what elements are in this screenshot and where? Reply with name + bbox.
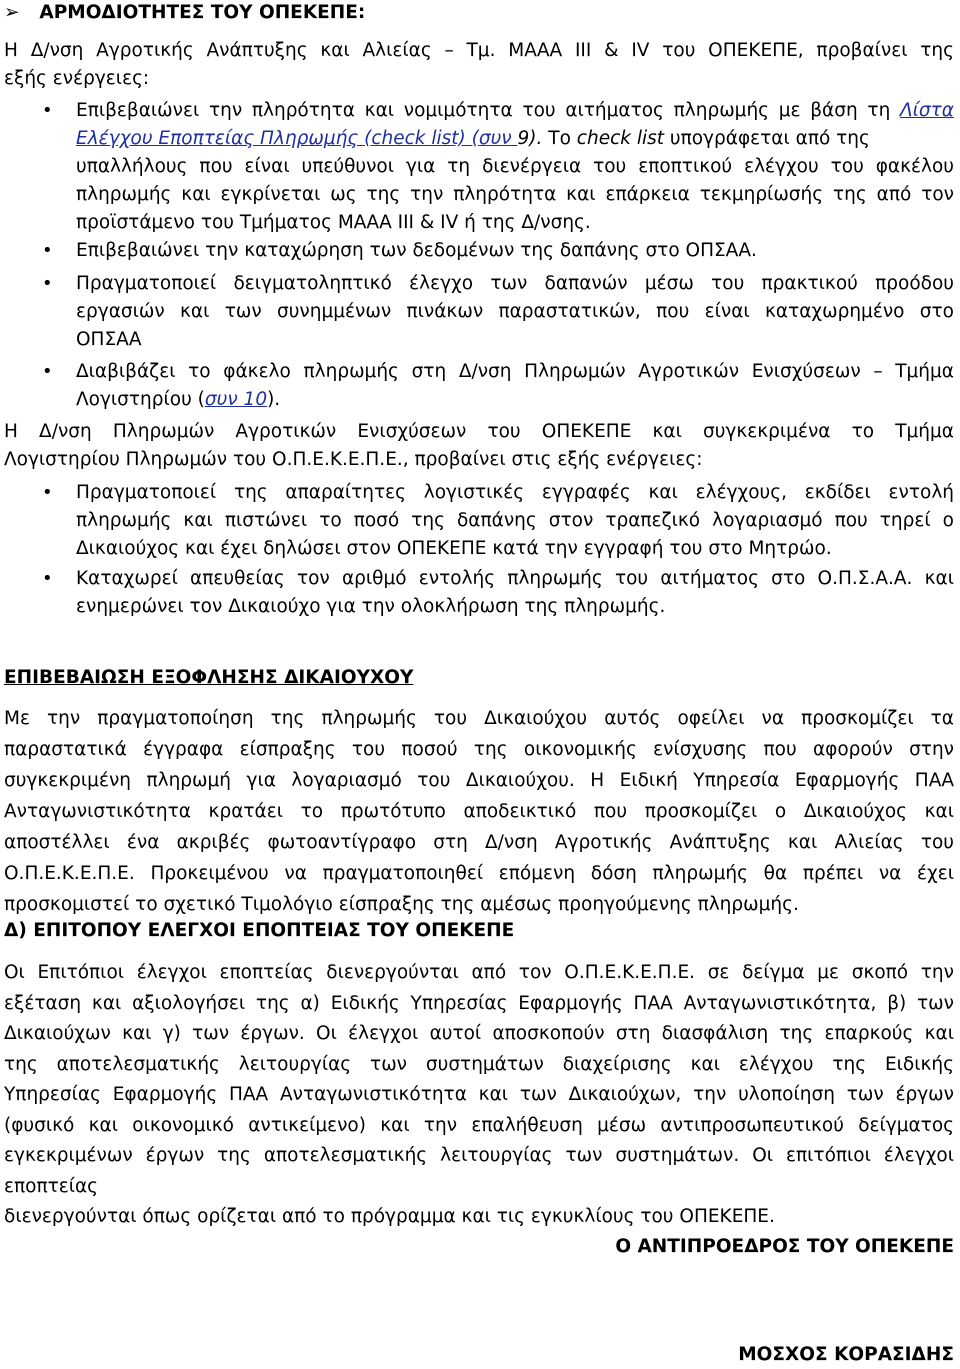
section1-intro: [4, 37, 954, 93]
section1-title: ΑΡΜΟΔΙΟΤΗΤΕΣ ΤΟΥ ΟΠΕΚΕΠΕ:: [39, 2, 366, 23]
bullet-dot-icon: •: [42, 240, 53, 261]
annex-9-link[interactable]: συν: [478, 128, 518, 149]
b1-line-3: υπαλλήλους που είναι υπεύθυνοι για τη διενέργεια του εποπτικού ελέγχου του φακέλου: [76, 156, 954, 177]
b4-text: Λογιστηρίου (: [76, 389, 205, 410]
s3-line-2: εξέταση και αξιολογήσει της α) Ειδικής Υπηρεσίας Εφαρμογής ΠΑΑ Ανταγωνιστικότητα, β) των: [4, 992, 954, 1014]
checklist-link[interactable]: Ελέγχου Εποπτείας Πληρωμής (check list) (: [76, 128, 479, 149]
bullet-dot-icon: •: [42, 100, 53, 121]
b3-line-1: Πραγματοποιεί δειγματοληπτικό έλεγχο των δαπανών μέσω του πρακτικού προόδου: [76, 273, 954, 294]
s3-line-4: της αποτελεσματικής λειτουργίας των συστημάτων διαχείρισης και ελέγχου της Ειδικής: [4, 1053, 954, 1075]
b4-line-2: [76, 386, 954, 414]
annex-10-link[interactable]: συν 10: [204, 389, 268, 410]
s3-line-8: διενεργούνται όπως ορίζεται από το πρόγραμμα και τις εγκυκλίους του ΟΠΕΚΕΠΕ.: [4, 1206, 775, 1227]
b1-line-5: προϊστάμενο του Τμήματος ΜΑΑΑ ΙΙΙ & ΙV ή της Δ/νσης.: [76, 212, 591, 233]
b6-line-1: Καταχωρεί απευθείας τον αριθμό εντολής πληρωμής του αιτήματος στο Ο.Π.Σ.Α.Α. και: [76, 568, 954, 589]
b3-line-2: εργασιών και των συνημμένων πινάκων παραστατικών, που είναι καταχωρημένο στο: [76, 301, 954, 322]
b6-line-2: ενημερώνει τον Δικαιούχο για την ολοκλήρωση της πληρωμής.: [76, 596, 666, 617]
b5-line-2: πληρωμής και πιστώνει το ποσό της δαπάνης στον τραπεζικό λογαριασμό που τηρεί ο: [76, 510, 954, 531]
b4-line-1: Διαβιβάζει το φάκελο πληρωμής στη Δ/νση Πληρωμών Αγροτικών Ενισχύσεων – Τμήμα: [76, 361, 954, 382]
s3-line-1: Οι Επιτόπιοι έλεγχοι εποπτείας διενεργούνται από τον Ο.Π.Ε.Κ.Ε.Π.Ε. σε δείγμα με σκοπό την: [4, 962, 954, 983]
s2-line-5: αποστέλλει ένα ακριβές φωτοαντίγραφο στη Δ/νση Αγροτικής Ανάπτυξης και Αλιείας του: [4, 832, 954, 853]
signature-role: Ο ΑΝΤΙΠΡΟΕΔΡΟΣ ΤΟΥ ΟΠΕΚΕΠΕ: [615, 1236, 954, 1257]
section3-paragraph: [4, 958, 954, 1233]
signature-name: ΜΟΣΧΟΣ ΚΟΡΑΣΙΔΗΣ: [738, 1344, 954, 1365]
section3-title: Δ) ΕΠΙΤΟΠΟΥ ΕΛΕΓΧΟΙ ΕΠΟΠΤΕΙΑΣ ΤΟΥ ΟΠΕΚΕΠΕ: [4, 920, 515, 941]
b4-close: ).: [267, 389, 281, 410]
para2-line-2: Λογιστηρίου Πληρωμών του Ο.Π.Ε.Κ.Ε.Π.Ε., προβαίνει στις εξής ενέργειες:: [4, 449, 703, 470]
bullet-dot-icon: •: [42, 482, 53, 503]
s2-line-4: Ανταγωνιστικότητα κρατάει το πρωτότυπο αποδεικτικό που προσκομίζει ο Δικαιούχος και: [4, 801, 954, 822]
s3-line-6: (φυσικό και οικονομικό αντικείμενο) και την επαλήθευση μέσω αντιπροσωπευτικού δείγματος: [4, 1114, 954, 1136]
s3-line-5: Υπηρεσίας Εφαρμογής ΠΑΑ Ανταγωνιστικότητα και των Δικαιούχων, την υλοποίηση των έργων: [4, 1084, 954, 1105]
b1-line-2: [76, 125, 954, 153]
s2-line-3: συγκεκριμένη πληρωμή για λογαριασμό του Δικαιούχου. Η Ειδική Υπηρεσία Εφαρμογής ΠΑΑ: [4, 770, 954, 791]
section2-paragraph: [4, 703, 954, 920]
section2-title: ΕΠΙΒΕΒΑΙΩΣΗ ΕΞΟΦΛΗΣΗΣ ΔΙΚΑΙΟΥΧΟΥ: [4, 667, 414, 688]
para2-line-1: Η Δ/νση Πληρωμών Αγροτικών Ενισχύσεων του ΟΠΕΚΕΠΕ και συγκεκριμένα το Τμήμα: [4, 421, 954, 442]
s2-line-7: προσκομιστεί το σχετικό Τιμολόγιο είσπραξης της αμέσως προηγούμενης πληρωμής.: [4, 894, 799, 915]
b1-text-to: Το: [542, 128, 577, 149]
bullet-dot-icon: •: [42, 568, 53, 589]
b5-line-3: Δικαιούχος και έχει δηλώσει στον ΟΠΕΚΕΠΕ κατά την εγγραφή του στο Μητρώο.: [76, 538, 832, 559]
s2-line-6: Ο.Π.Ε.Κ.Ε.Π.Ε. Προκειμένου να πραγματοποιηθεί επόμενη δόση πληρωμής θα πρέπει να έχει: [4, 863, 954, 884]
payments-paragraph: [4, 418, 954, 474]
s3-line-7: εγκεκριμένων έργων της αποτελεσματικής λειτουργίας των συστημάτων. Οι επιτόπιοι έλεγχοι εποπτείας: [4, 1145, 954, 1197]
b1-line-4: πληρωμής και εγκρίνεται ως της την πληρότητα και επάρκεια τεκμηρίωσής της από τον: [76, 184, 954, 205]
s2-line-2: παραστατικά έγγραφα είσπραξης του ποσού της οικονομικής ενίσχυσης που αφορούν στην: [4, 739, 954, 760]
b5-line-1: Πραγματοποιεί της απαραίτητες λογιστικές εγγραφές και ελέγχους, εκδίδει εντολή: [76, 482, 954, 503]
bullet-dot-icon: •: [42, 273, 53, 294]
bullet-dot-icon: •: [42, 361, 53, 382]
annex-9-number: 9: [517, 128, 530, 149]
check-list-term: check list: [576, 128, 665, 149]
s3-line-3: Δικαιούχων και γ) των έργων. Οι έλεγχοι αυτοί αποσκοπούν στη διασφάλιση της επαρκούς και: [4, 1023, 954, 1044]
b1-line-1: [76, 97, 954, 125]
arrow-bullet-icon: ➢: [4, 2, 20, 23]
s2-line-1: Με την πραγματοποίηση της πληρωμής του Δικαιούχου αυτός οφείλει να προσκομίζει τα: [4, 708, 954, 729]
b3-line-3: ΟΠΣΑΑ: [76, 329, 142, 350]
intro-line-2: εξής ενέργειες:: [4, 68, 150, 89]
checklist-link-part[interactable]: Λίστα: [900, 100, 954, 121]
b1-text: Επιβεβαιώνει την πληρότητα και νομιμότητα του αιτήματος πληρωμής με βάση τη: [76, 100, 901, 121]
b1-close: ).: [529, 128, 543, 149]
b1-text-rest: υπογράφεται από της: [664, 128, 870, 149]
b2-line-1: Επιβεβαιώνει την καταχώρηση των δεδομένων της δαπάνης στο ΟΠΣΑΑ.: [76, 240, 757, 261]
section1-heading: [4, 0, 954, 27]
intro-line-1: Η Δ/νση Αγροτικής Ανάπτυξης και Αλιείας – Τμ. ΜΑΑΑ ΙΙΙ & ΙV του ΟΠΕΚΕΠΕ, προβαίνει της: [4, 40, 954, 61]
